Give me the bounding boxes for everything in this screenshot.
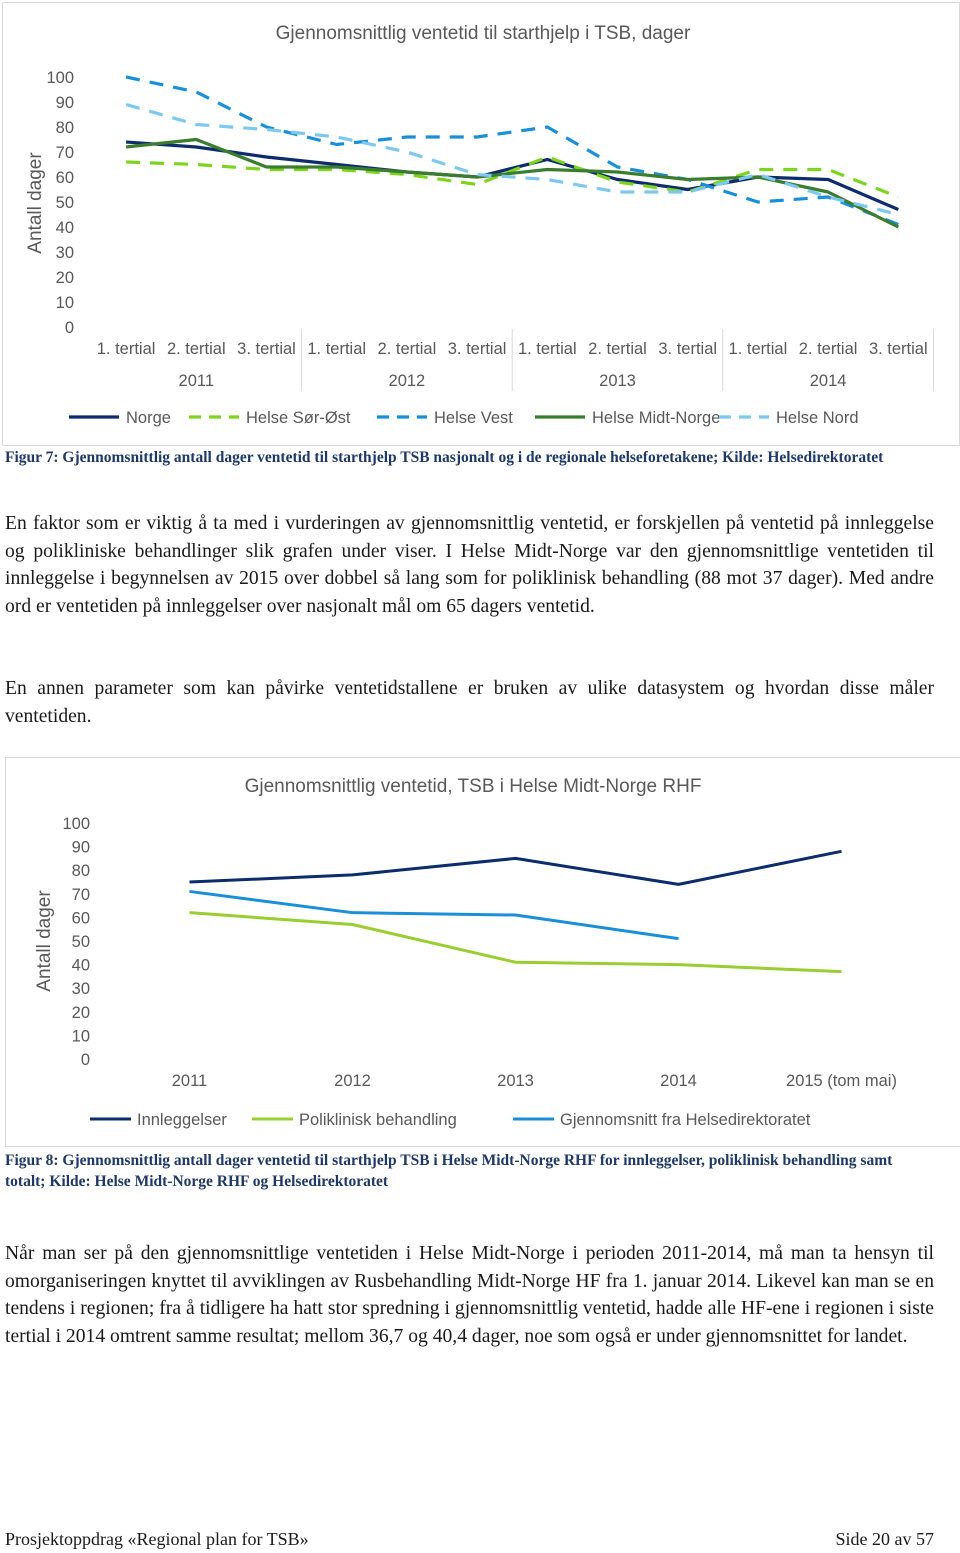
x-category-label: 2013 — [497, 1072, 534, 1090]
figure8-caption: Figur 8: Gjennomsnittlig antall dager ventetid til starthjelp TSB i Helse Midt-Norge RHF for innleggelser, poliklinisk behandling samt totalt; Kilde: Helse Midt-Norge RHF og Helsedirektoratet — [5, 1152, 893, 1190]
x-category-label: 2015 (tom mai) — [786, 1072, 897, 1090]
x-category-label: 3. tertial — [237, 340, 296, 358]
series-line — [126, 77, 898, 225]
y-axis-label: Antall dager — [25, 152, 46, 254]
x-category-label: 2014 — [660, 1072, 697, 1090]
y-tick-label: 60 — [71, 909, 90, 928]
figure7-chart — [2, 2, 960, 446]
y-tick-label: 90 — [71, 838, 90, 857]
x-category-label: 1. tertial — [307, 340, 367, 358]
y-tick-label: 20 — [55, 269, 74, 287]
y-axis-label: Antall dager — [34, 890, 55, 992]
y-tick-label: 20 — [71, 1003, 90, 1022]
series-lines — [190, 851, 842, 971]
y-tick-label: 10 — [71, 1027, 90, 1046]
figure7-caption: Figur 7: Gjennomsnittlig antall dager ventetid til starthjelp TSB nasjonalt og i de regionale helseforetakene; Kilde: Helsedirektoratet — [5, 449, 884, 466]
x-categories — [172, 1072, 897, 1090]
x-category-label: 1. tertial — [517, 340, 577, 358]
y-tick-label: 60 — [55, 169, 74, 187]
x-category-label: 1. tertial — [728, 340, 788, 358]
year-group-label: 2012 — [388, 372, 426, 390]
y-tick-label: 100 — [46, 69, 74, 87]
paragraph-1: En faktor som er viktig å ta med i vurderingen av gjennomsnittlig ventetid, er forskjellen på ventetid på innleggelse og polikliniske behandlinger slik grafen under viser. I Helse Midt-Norge var den gjennomsnittlige ventetiden til innleggelse i begynnelsen av 2015 over dobbel så lang som for poliklinisk behandling (88 mot 37 dager). Med andre ord er ventetiden på innleggelser over nasjonalt mål om 65 dagers ventetid. — [5, 513, 934, 617]
figure8-chart — [5, 757, 960, 1147]
series-line — [126, 105, 898, 215]
y-ticks — [46, 69, 74, 337]
y-tick-label: 90 — [55, 94, 74, 112]
chart-title: Gjennomsnittlig ventetid til starthjelp i TSB, dager — [275, 23, 691, 44]
legend-label: Innleggelser — [137, 1111, 227, 1129]
x-year-groups — [179, 329, 934, 391]
footer-title: Prosjektoppdrag «Regional plan for TSB» — [5, 1529, 309, 1549]
y-ticks — [62, 815, 90, 1069]
footer-page-number: Side 20 av 57 — [835, 1529, 934, 1549]
x-category-label: 2. tertial — [588, 340, 647, 358]
x-category-label: 2. tertial — [166, 340, 226, 358]
legend-label: Helse Vest — [434, 409, 513, 427]
chart-title: Gjennomsnittlig ventetid, TSB i Helse Midt-Norge RHF — [244, 776, 702, 797]
y-tick-label: 0 — [64, 319, 74, 337]
figure7-svg — [3, 3, 959, 445]
y-tick-label: 50 — [71, 933, 90, 951]
paragraph-3: Når man ser på den gjennomsnittlige ventetiden i Helse Midt-Norge i perioden 2011-2014, må man ta hensyn til omorganiseringen knyttet til avviklingen av Rusbehandling Midt-Norge HF fra 1. januar 2014. Likevel kan man se en tendens i regionen; fra å tidligere ha hatt stor spredning i gjennomsnittlig ventetid, hadde alle HF-ene i regionen i siste tertial i 2014 omtrent samme resultat; mellom 36,7 og 40,4 dager, noe som også er under gjennomsnittet for landet. — [5, 1243, 934, 1347]
legend-label: Helse Midt-Norge — [592, 409, 721, 427]
y-tick-label: 40 — [71, 956, 90, 975]
y-tick-label: 50 — [55, 194, 74, 212]
y-tick-label: 10 — [55, 294, 74, 312]
legend — [90, 1111, 811, 1129]
x-category-label: 2011 — [171, 1072, 208, 1090]
paragraph-2: En annen parameter som kan påvirke ventetidstallene er bruken av ulike datasystem og hvordan disse måler ventetiden. — [5, 678, 934, 727]
y-tick-label: 0 — [80, 1051, 90, 1069]
series-line — [190, 891, 679, 938]
legend-label: Poliklinisk behandling — [299, 1111, 457, 1129]
legend-label: Norge — [126, 409, 171, 427]
year-group-label: 2013 — [599, 372, 636, 390]
y-tick-label: 100 — [62, 815, 90, 833]
y-tick-label: 70 — [55, 144, 74, 162]
x-category-label: 2012 — [334, 1072, 371, 1090]
series-lines — [126, 77, 898, 227]
x-category-label: 3. tertial — [447, 340, 507, 358]
x-category-label: 2. tertial — [798, 340, 858, 358]
legend-label: Gjennomsnitt fra Helsedirektoratet — [560, 1111, 811, 1129]
x-category-label: 3. tertial — [868, 340, 928, 358]
y-tick-label: 80 — [55, 119, 74, 137]
year-group-label: 2011 — [178, 372, 215, 390]
y-tick-label: 30 — [55, 244, 74, 262]
y-tick-label: 40 — [55, 219, 74, 237]
legend-label: Helse Nord — [776, 409, 859, 427]
y-tick-label: 30 — [71, 980, 90, 999]
year-group-label: 2014 — [809, 372, 847, 390]
y-tick-label: 80 — [71, 862, 90, 881]
x-category-label: 2. tertial — [377, 340, 437, 358]
x-category-label: 3. tertial — [658, 340, 718, 358]
legend — [69, 409, 859, 427]
figure8-svg — [6, 758, 960, 1146]
y-tick-label: 70 — [71, 885, 90, 904]
series-line — [190, 851, 842, 884]
series-line — [190, 913, 842, 972]
legend-label: Helse Sør-Øst — [246, 409, 351, 427]
x-category-label: 1. tertial — [96, 340, 156, 358]
